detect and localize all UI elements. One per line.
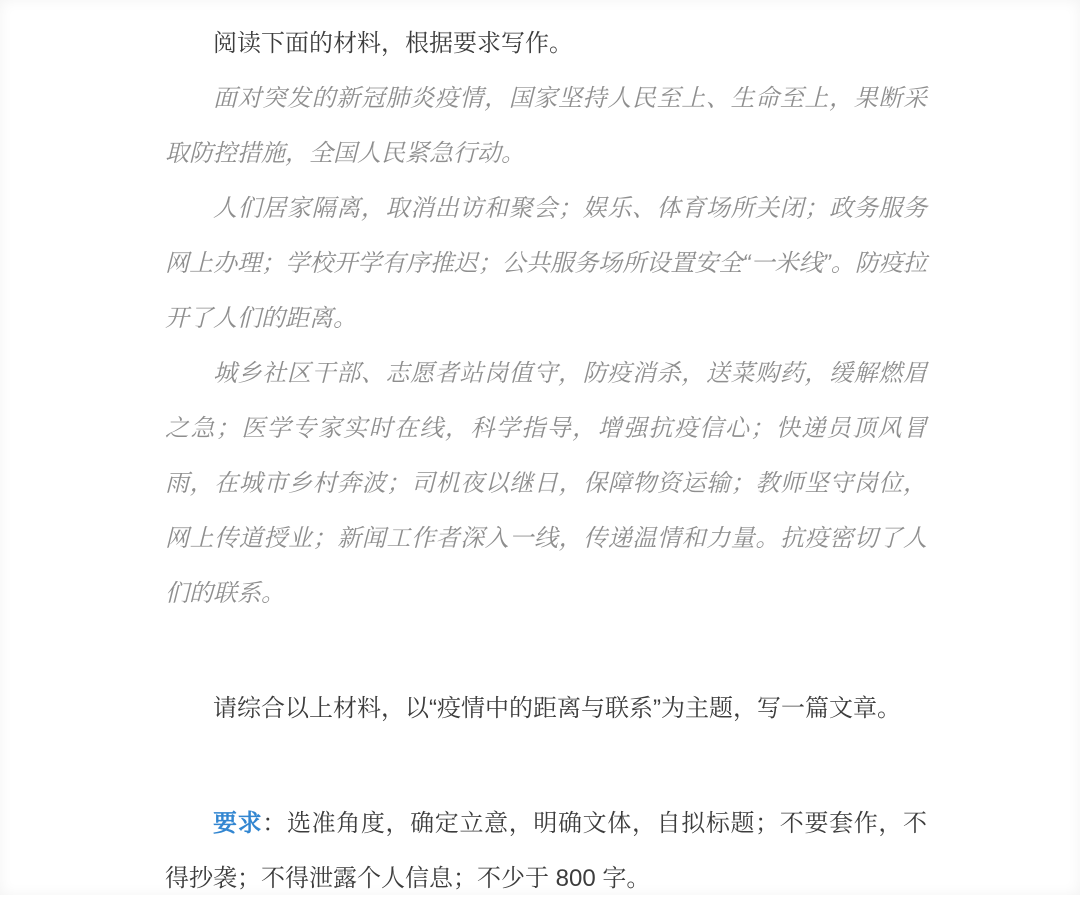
material-paragraph-2: 人们居家隔离，取消出访和聚会；娱乐、体育场所关闭；政务服务网上办理；学校开学有序推迟；公共服务场所设置安全“一米线”。防疫拉开了人们的距离。 [165, 195, 927, 332]
requirements-text: 选准角度，确定立意，明确文体，自拟标题；不要套作，不得抄袭；不得泄露个人信息；不少于 800 字。 [165, 810, 928, 892]
material-paragraph-1: 面对突发的新冠肺炎疫情，国家坚持人民至上、生命至上，果断采取防控措施，全国人民紧急行动。 [165, 85, 927, 167]
essay-prompt-document [165, 16, 927, 906]
requirements-line [165, 796, 927, 906]
task-line: 请综合以上材料，以“疫情中的距离与联系”为主题，写一篇文章。 [213, 695, 901, 722]
instruction-line: 阅读下面的材料，根据要求写作。 [213, 30, 573, 57]
requirements-label: 要求 [213, 810, 263, 837]
material-paragraph-3: 城乡社区干部、志愿者站岗值守，防疫消杀，送菜购药，缓解燃眉之急；医学专家实时在线，科学指导，增强抗疫信心；快递员顶风冒雨，在城市乡村奔波；司机夜以继日，保障物资运输；教师坚守岗位，网上传道授业；新闻工作者深入一线，传递温情和力量。抗疫密切了人们的联系。 [165, 360, 927, 607]
requirements-colon: ： [262, 810, 287, 837]
